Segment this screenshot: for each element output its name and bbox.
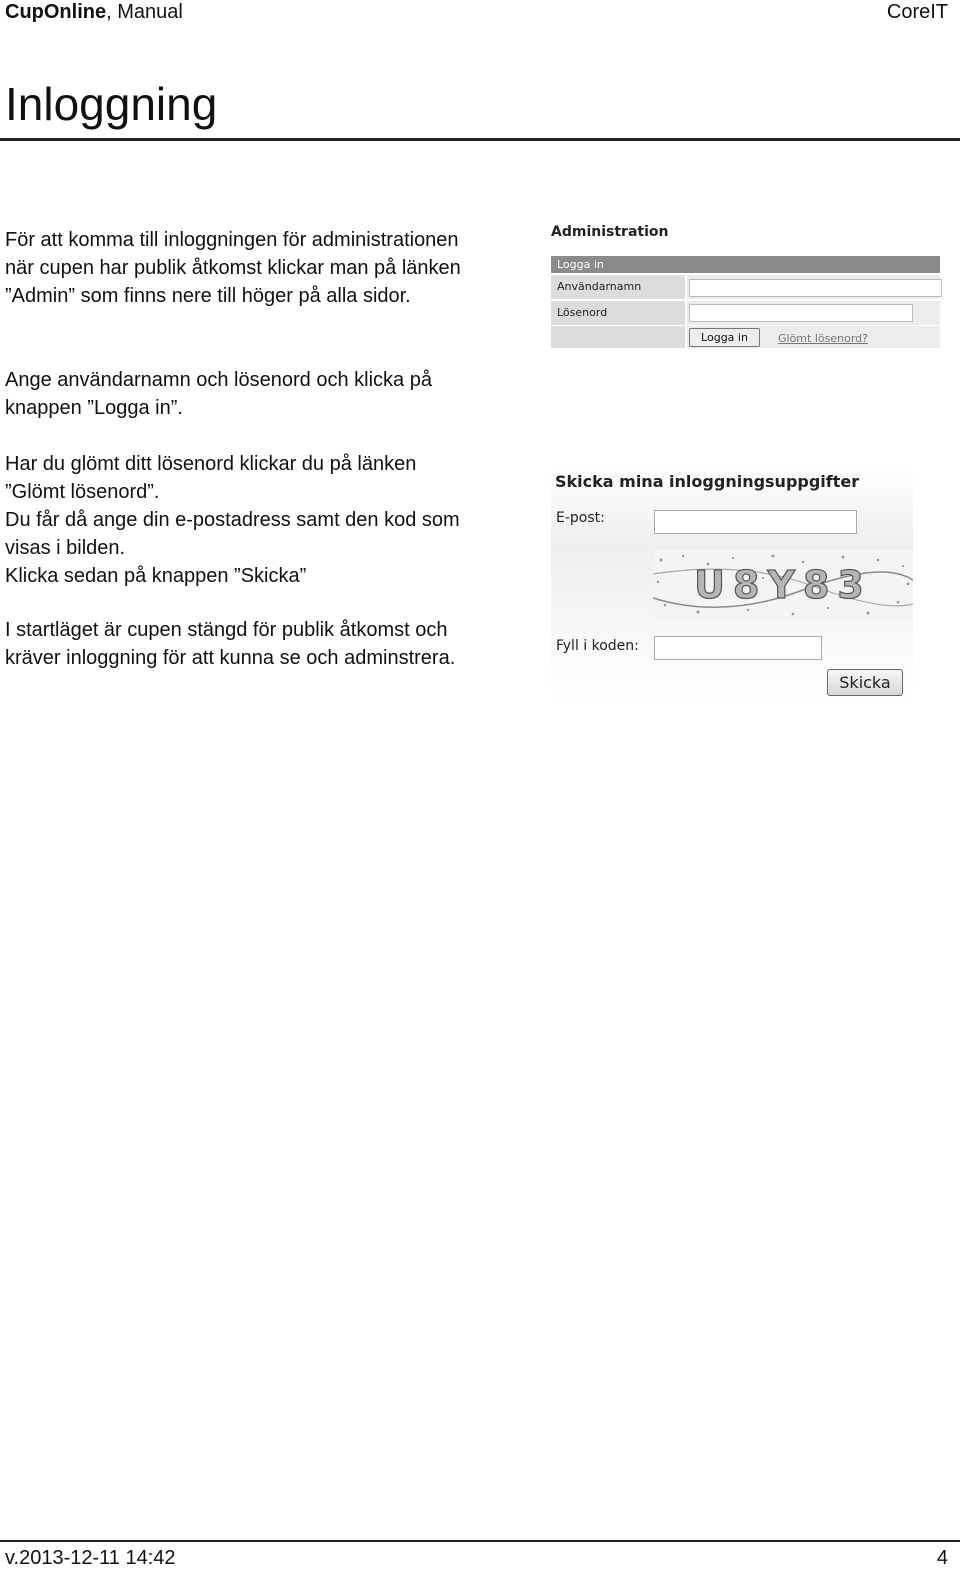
email-label: E-post: xyxy=(556,510,605,526)
empty-label-cell xyxy=(551,326,685,348)
login-bar: Logga in xyxy=(551,256,940,273)
company-name: CoreIT xyxy=(886,1,948,23)
paragraph-login: Ange användarnamn och lösenord och klicka på knappen ”Logga in”. xyxy=(5,369,432,419)
forgot-line-2: Du får då ange din e-postadress samt den kod som visas i bilden. xyxy=(5,509,460,559)
header-title xyxy=(5,0,183,24)
login-form-screenshot xyxy=(551,222,949,350)
footer-version: v.2013-12-11 14:42 xyxy=(5,1547,176,1569)
code-label: Fyll i koden: xyxy=(556,638,639,654)
captcha-text: U8Y83 xyxy=(694,563,872,607)
send-credentials-heading: Skicka mina inloggningsuppgifter xyxy=(555,472,860,491)
paragraph-forgot-password xyxy=(5,450,475,590)
product-name: CupOnline xyxy=(5,1,107,23)
paragraph-default-state: I startläget är cupen stängd för publik åtkomst och kräver inloggning för att kunna se och adminstrera. xyxy=(5,619,456,669)
forgot-line-3: Klicka sedan på knappen ”Skicka” xyxy=(5,565,307,587)
footer-divider xyxy=(0,1540,960,1542)
send-credentials-screenshot xyxy=(551,462,913,702)
forgot-password-link[interactable]: Glömt lösenord? xyxy=(778,332,868,345)
page-title: Inloggning xyxy=(5,78,218,130)
username-input[interactable] xyxy=(689,279,942,297)
header-suffix: , Manual xyxy=(106,1,183,23)
password-input[interactable] xyxy=(689,304,913,322)
administration-heading: Administration xyxy=(551,224,669,240)
login-button[interactable]: Logga in xyxy=(689,328,760,347)
password-label: Lösenord xyxy=(551,301,685,325)
send-button[interactable]: Skicka xyxy=(827,669,903,696)
code-input[interactable] xyxy=(654,636,822,660)
captcha-image xyxy=(653,550,913,620)
forgot-line-1: Har du glömt ditt lösenord klickar du på länken ”Glömt lösenord”. xyxy=(5,453,417,503)
title-divider xyxy=(0,138,960,141)
username-label: Användarnamn xyxy=(551,275,685,299)
paragraph-admin-link: För att komma till inloggningen för administrationen när cupen har publik åtkomst klickar man på länken ”Admin” som finns nere till höger på alla sidor. xyxy=(5,229,461,307)
page-number: 4 xyxy=(936,1547,948,1569)
email-input[interactable] xyxy=(654,510,857,534)
